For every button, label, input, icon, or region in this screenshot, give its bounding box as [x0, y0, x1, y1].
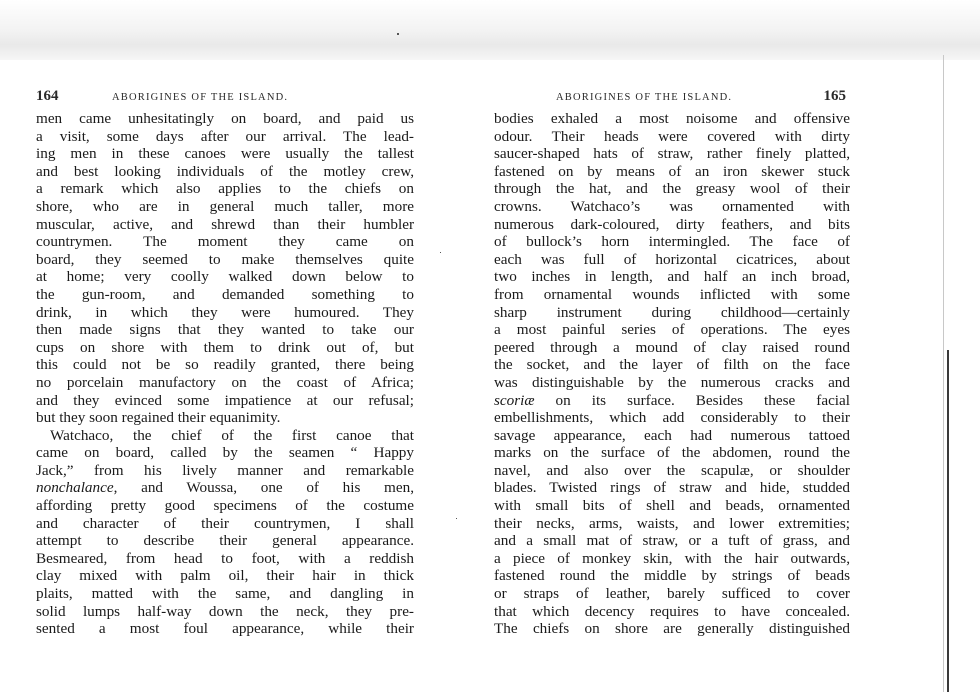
- text-line: the gun-room, and demanded something to: [36, 285, 414, 303]
- scan-speck: [440, 252, 441, 253]
- text-line: saucer-shaped hats of straw, rather finely platted,: [494, 145, 850, 163]
- text-line: but they soon regained their equanimity.: [36, 409, 281, 427]
- text-line: and they evinced some impatience at our refusal;: [36, 391, 414, 409]
- left-page-number: 164: [36, 88, 59, 104]
- text-line: countrymen. The moment they came on: [36, 233, 414, 251]
- page-edge-line: [943, 55, 944, 692]
- text-line: sented a most foul appearance, while their: [36, 620, 414, 638]
- text-line: through the hat, and the greasy wool of their: [494, 180, 850, 198]
- right-page-body: [494, 110, 850, 638]
- text-line: marks on the surface of the abdomen, round the: [494, 444, 850, 462]
- text-line: muscular, active, and shrewd than their humbler: [36, 215, 414, 233]
- text-line: Jack,” from his lively manner and remarkable: [36, 461, 414, 479]
- text-line: board, they seemed to make themselves quite: [36, 250, 414, 268]
- italic-word: scoriæ: [494, 391, 535, 409]
- scan-speck: [397, 33, 399, 35]
- text-line: peered through a mound of clay raised round: [494, 338, 850, 356]
- text-line: bodies exhaled a most noisome and offensive: [494, 110, 850, 127]
- left-page-body: [36, 110, 414, 638]
- text-line: two inches in length, and half an inch broad,: [494, 268, 850, 286]
- text-line: attempt to describe their general appearance.: [36, 532, 414, 550]
- scan-shadow-band: [0, 0, 980, 60]
- right-page: [494, 84, 850, 638]
- text-line: from ornamental wounds inflicted with some: [494, 285, 850, 303]
- text-line: no porcelain manufactory on the coast of Africa;: [36, 373, 414, 391]
- text-line: came on board, called by the seamen “ Happy: [36, 444, 414, 462]
- text-line: and a small mat of straw, or a tuft of grass, and: [494, 532, 850, 550]
- text-line: a piece of monkey skin, with the hair outwards,: [494, 549, 850, 567]
- text-line: scoriæ on its surface. Besides these facial: [494, 391, 850, 409]
- text-line: The chiefs on shore are generally distinguished: [494, 620, 850, 638]
- text-line: blades. Twisted rings of straw and hide, studded: [494, 479, 850, 497]
- text-line: clay mixed with palm oil, their hair in thick: [36, 567, 414, 585]
- text-line: and best looking individuals of the motley crew,: [36, 162, 414, 180]
- text-line: at home; very coolly walked down below to: [36, 268, 414, 286]
- text-line: Watchaco, the chief of the first canoe that: [50, 426, 414, 444]
- text-line: a visit, some days after our arrival. The lead-: [36, 127, 414, 145]
- text-line: embellishments, which add considerably to their: [494, 409, 850, 427]
- text-line: sharp instrument during childhood—certainly: [494, 303, 850, 321]
- text-line: savage appearance, each had numerous tattoed: [494, 426, 850, 444]
- text-line: fastened round the middle by strings of beads: [494, 567, 850, 585]
- text-line: drink, in which they were humoured. They: [36, 303, 414, 321]
- text-line: ing men in these canoes were usually the tallest: [36, 145, 414, 163]
- text-line: shore, who are in general much taller, more: [36, 197, 414, 215]
- italic-word: nonchalance: [36, 479, 114, 497]
- text-line: solid lumps half-way down the neck, they pre-: [36, 602, 414, 620]
- text-line: numerous dark-coloured, dirty feathers, and bits: [494, 215, 850, 233]
- text-line: this could not be so readily granted, there being: [36, 356, 414, 374]
- text-line: a most painful series of operations. The eyes: [494, 321, 850, 339]
- text-line: each was full of horizontal cicatrices, about: [494, 250, 850, 268]
- page-edge-shadow: [947, 350, 949, 692]
- left-page: [36, 84, 414, 638]
- right-page-number: 165: [823, 88, 846, 104]
- text-line: nonchalance, and Woussa, one of his men,: [36, 479, 414, 497]
- text-line: or straps of leather, barely sufficed to cover: [494, 585, 850, 603]
- text-line: affording pretty good specimens of the costume: [36, 497, 414, 515]
- text-line: the socket, and the layer of filth on the face: [494, 356, 850, 374]
- text-line: navel, and also over the scapulæ, or shoulder: [494, 461, 850, 479]
- text-line: with small bits of shell and beads, ornamented: [494, 497, 850, 515]
- text-line: that which decency requires to have concealed.: [494, 602, 850, 620]
- text-line: then made signs that they wanted to take our: [36, 321, 414, 339]
- text-line: men came unhesitatingly on board, and paid us: [36, 110, 414, 127]
- text-line: was distinguishable by the numerous cracks and: [494, 373, 850, 391]
- text-line: plaits, matted with the same, and dangling in: [36, 585, 414, 603]
- text-line: of bullock’s horn intermingled. The face of: [494, 233, 850, 251]
- text-line: Besmeared, from head to foot, with a reddish: [36, 549, 414, 567]
- right-page-header: [494, 84, 850, 110]
- text-line: crowns. Watchaco’s was ornamented with: [494, 197, 850, 215]
- left-running-head: ABORIGINES OF THE ISLAND.: [112, 92, 289, 103]
- scan-speck: [456, 518, 457, 519]
- text-line: and character of their countrymen, I shall: [36, 514, 414, 532]
- right-running-head: ABORIGINES OF THE ISLAND.: [556, 92, 733, 103]
- text-line: cups on shore with them to drink out of, but: [36, 338, 414, 356]
- text-line: odour. Their heads were covered with dirty: [494, 127, 850, 145]
- text-line: fastened on by means of an iron skewer stuck: [494, 162, 850, 180]
- left-page-header: [36, 84, 414, 110]
- text-line: their necks, arms, waists, and lower extremities;: [494, 514, 850, 532]
- text-line: a remark which also applies to the chiefs on: [36, 180, 414, 198]
